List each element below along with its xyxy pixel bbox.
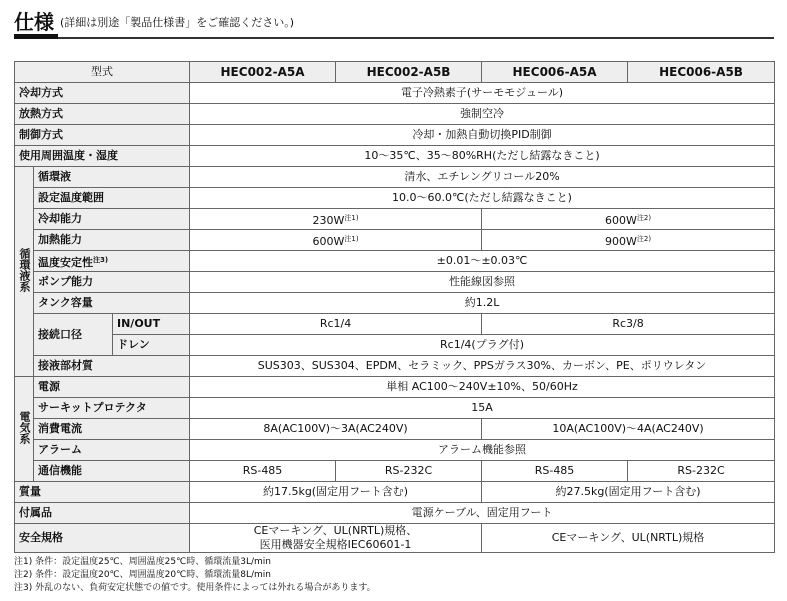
table-row [15,209,775,230]
circuit-value: 15A [190,398,775,419]
inout-label: IN/OUT [113,314,190,335]
ambient-label: 使用周囲温度・湿度 [15,146,190,167]
header-accent-bar [14,34,58,39]
footnotes [14,556,376,595]
mass-a: 約17.5kg(固定用フート含む) [190,482,482,503]
control-method-value: 冷却・加熱自動切換PID制御 [190,125,775,146]
model-1: HEC002-A5A [190,62,336,83]
comm-4: RS-232C [628,461,775,482]
section-header [14,8,774,40]
radiation-method-label: 放熱方式 [15,104,190,125]
table-row [15,230,775,251]
footnote-1: 注1) 条件：設定温度25℃、周囲温度25℃時、循環流量3L/min [14,557,271,567]
table-row [15,503,775,524]
inout-b: Rc3/8 [482,314,775,335]
comm-2: RS-232C [336,461,482,482]
table-row [15,377,775,398]
inout-a: Rc1/4 [190,314,482,335]
fluid-value: 清水、エチレングリコール20% [190,167,775,188]
material-value: SUS303、SUS304、EPDM、セラミック、PPSガラス30%、カーボン、PE、ポリウレタン [190,356,775,377]
table-row [15,398,775,419]
table-row [15,125,775,146]
table-row [15,314,775,335]
current-a: 8A(AC100V)～3A(AC240V) [190,419,482,440]
heating-capacity-label: 加熱能力 [34,230,190,251]
cooling-method-label: 冷却方式 [15,83,190,104]
heating-capacity-b: $900W^{注2)}$ [482,230,775,251]
page-subtitle: (詳細は別途「製品仕様書」をご確認ください。) [60,16,295,29]
mass-label: 質量 [15,482,190,503]
table-row [15,419,775,440]
material-label: 接液部材質 [34,356,190,377]
footnote-2: 注2) 条件：設定温度20℃、周囲温度20℃時、循環流量8L/min [14,570,271,580]
fluid-label: 循環液 [34,167,190,188]
control-method-label: 制御方式 [15,125,190,146]
table-row [15,146,775,167]
power-value: 単相 AC100～240V±10%、50/60Hz [190,377,775,398]
table-row [15,104,775,125]
comm-1: RS-485 [190,461,336,482]
pump-value: 性能線図参照 [190,272,775,293]
stability-value: ±0.01～±0.03℃ [190,251,775,272]
tank-label: タンク容量 [34,293,190,314]
cooling-method-value: 電子冷熱素子(サーモモジュール) [190,83,775,104]
cooling-capacity-b: $600W^{注2)}$ [482,209,775,230]
safety-a: CEマーキング、UL(NRTL)規格、 医用機器安全規格IEC60601-1 [190,524,482,553]
safety-label: 安全規格 [15,524,190,553]
table-row [15,356,775,377]
cooling-capacity-label: 冷却能力 [34,209,190,230]
table-row [15,440,775,461]
table-row [15,251,775,272]
comm-label: 通信機能 [34,461,190,482]
comm-3: RS-485 [482,461,628,482]
table-header-row [15,62,775,83]
set-range-label: 設定温度範囲 [34,188,190,209]
spec-table [14,61,775,553]
model-4: HEC006-A5B [628,62,775,83]
table-row [15,482,775,503]
electrical-group-label: 電気系 [15,377,34,482]
circuit-label: サーキットプロテクタ [34,398,190,419]
table-row [15,272,775,293]
current-b: 10A(AC100V)～4A(AC240V) [482,419,775,440]
table-row [15,293,775,314]
heating-capacity-a: $600W^{注1)}$ [190,230,482,251]
safety-b: CEマーキング、UL(NRTL)規格 [482,524,775,553]
drain-value: Rc1/4(プラグ付) [190,335,775,356]
table-row [15,524,775,553]
power-label: 電源 [34,377,190,398]
cooling-capacity-a: $230W^{注1)}$ [190,209,482,230]
model-2: HEC002-A5B [336,62,482,83]
radiation-method-value: 強制空冷 [190,104,775,125]
accessories-value: 電源ケーブル、固定用フート [190,503,775,524]
table-row [15,461,775,482]
table-row [15,188,775,209]
header-rule [14,37,774,39]
table-row [15,167,775,188]
ambient-value: 10～35℃、35～80%RH(ただし結露なきこと) [190,146,775,167]
set-range-value: 10.0～60.0℃(ただし結露なきこと) [190,188,775,209]
footnote-3: 注3) 外乱のない、負荷安定状態での値です。使用条件によっては外れる場合があります。 [14,583,376,593]
stability-label: 温度安定性$^{注3)}$ [34,251,190,272]
model-3: HEC006-A5A [482,62,628,83]
table-row [15,335,775,356]
alarm-label: アラーム [34,440,190,461]
pump-label: ポンプ能力 [34,272,190,293]
model-label: 型式 [15,62,190,83]
page-title: 仕様 [14,10,54,34]
port-label: 接続口径 [34,314,113,356]
table-row [15,83,775,104]
tank-value: 約1.2L [190,293,775,314]
mass-b: 約27.5kg(固定用フート含む) [482,482,775,503]
alarm-value: アラーム機能参照 [190,440,775,461]
accessories-label: 付属品 [15,503,190,524]
current-label: 消費電流 [34,419,190,440]
drain-label: ドレン [113,335,190,356]
circulation-group-label: 循環液系 [15,167,34,377]
